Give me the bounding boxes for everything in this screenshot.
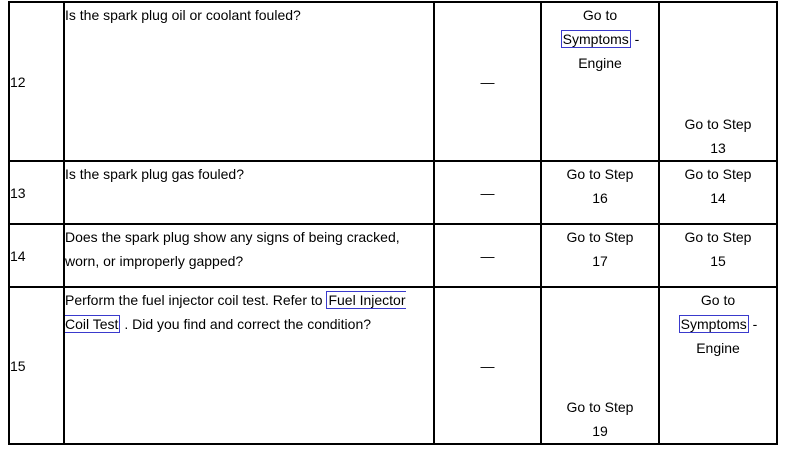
no-goto-label: Go to	[700, 292, 736, 308]
step-number: 13	[9, 161, 64, 224]
no-goto-label: Go to Step	[684, 166, 752, 182]
action-text: Does the spark plug show any signs of being cracked, worn, or improperly gapped?	[64, 224, 434, 287]
no-step-number: 14	[710, 190, 726, 206]
yes-cell	[541, 2, 659, 161]
table-row	[9, 224, 777, 287]
no-cell	[659, 287, 777, 444]
step-number: 14	[9, 224, 64, 287]
no-step-number: 15	[710, 253, 726, 269]
yes-cell	[541, 224, 659, 287]
fuel-injector-coil-test-link[interactable]: Fuel Injector Coil Test	[65, 292, 406, 332]
yes-goto-label: Go to	[582, 7, 618, 23]
symptoms-link[interactable]: Symptoms	[680, 316, 747, 332]
action-text-post: . Did you find and correct the condition?	[120, 316, 372, 332]
no-cell	[659, 224, 777, 287]
yes-step-number: 16	[592, 190, 608, 206]
action-text-pre: Perform the fuel injector coil test. Refer to	[65, 292, 327, 308]
table-row	[9, 287, 777, 444]
yes-step-number: 17	[592, 253, 608, 269]
diagnostic-table	[8, 1, 778, 445]
table-row	[9, 2, 777, 161]
value-cell: —	[434, 2, 541, 161]
yes-goto-label: Go to Step	[566, 399, 634, 415]
yes-link-suffix: - Engine	[578, 31, 640, 71]
yes-cell	[541, 161, 659, 224]
yes-step-number: 19	[592, 423, 608, 439]
step-number: 12	[9, 2, 64, 161]
no-goto-label: Go to Step	[684, 116, 752, 132]
no-step-number: 13	[710, 140, 726, 156]
yes-goto-label: Go to Step	[566, 166, 634, 182]
step-number: 15	[9, 287, 64, 444]
table-row	[9, 161, 777, 224]
symptoms-link[interactable]: Symptoms	[562, 31, 629, 47]
yes-goto-label: Go to Step	[566, 229, 634, 245]
no-cell	[659, 2, 777, 161]
value-cell: —	[434, 224, 541, 287]
no-cell	[659, 161, 777, 224]
no-link-suffix: - Engine	[696, 316, 758, 356]
action-text: Is the spark plug gas fouled?	[64, 161, 434, 224]
value-cell: —	[434, 287, 541, 444]
action-text: Is the spark plug oil or coolant fouled?	[64, 2, 434, 161]
no-goto-label: Go to Step	[684, 229, 752, 245]
value-cell: —	[434, 161, 541, 224]
yes-cell	[541, 287, 659, 444]
action-text	[64, 287, 434, 444]
